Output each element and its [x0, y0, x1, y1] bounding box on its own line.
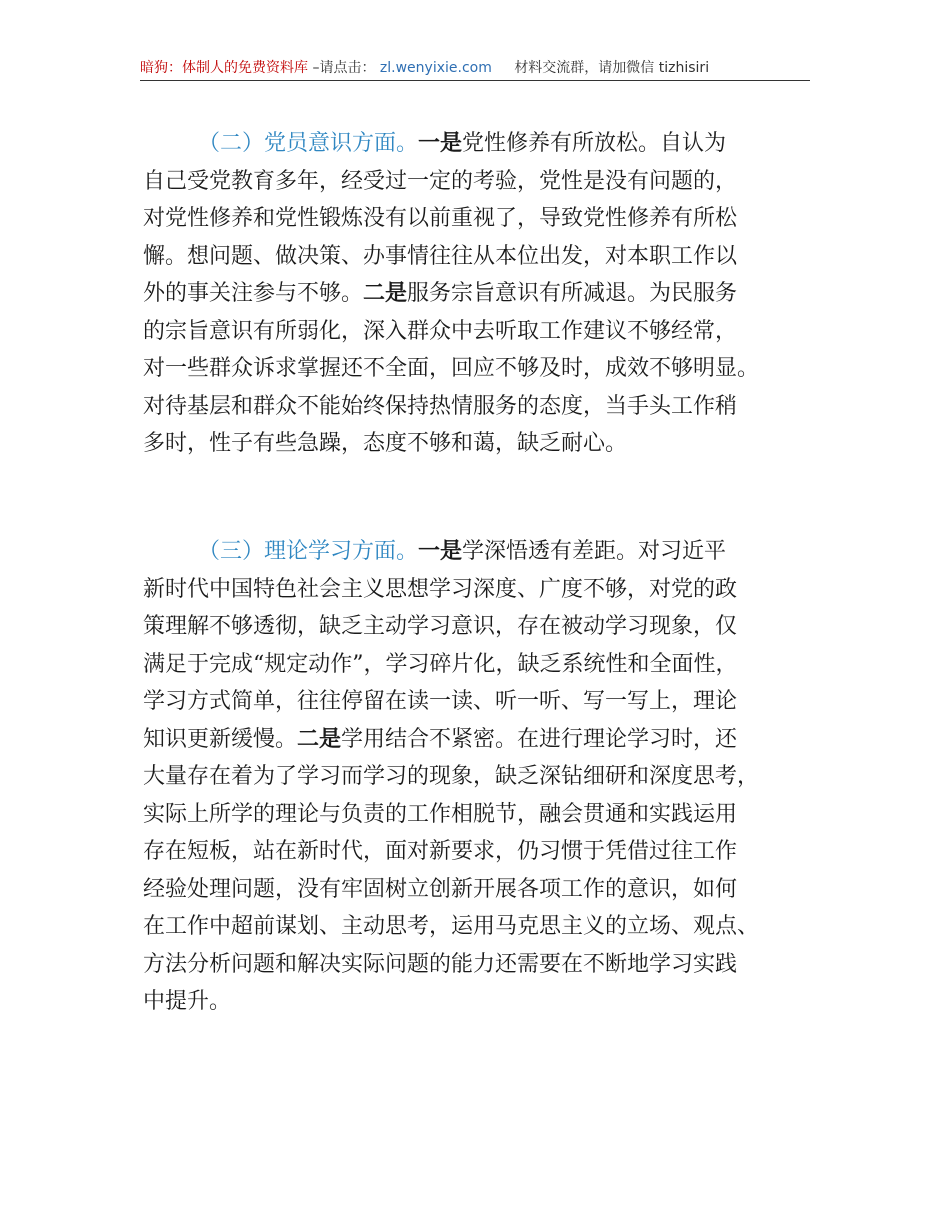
section-theory-study: [143, 533, 823, 1021]
text-line: 对待基层和群众不能始终保持热情服务的态度，当手头工作稍: [143, 393, 738, 419]
text-run: 党性修养有所放松。自认为: [462, 131, 727, 156]
text-run: 服务宗旨意识有所减退。为民服务: [407, 281, 738, 306]
header-link[interactable]: zl.wenyixie.com: [379, 60, 492, 76]
text-run: 学深悟透有差距。对习近平: [462, 539, 727, 564]
lead-label: 一是: [418, 538, 463, 564]
text-run: 学用结合不紧密。在进行理论学习时，还: [341, 726, 738, 752]
section-first-line: [143, 533, 823, 571]
text-line-mixed: [143, 275, 823, 313]
section-first-line: [143, 125, 823, 163]
text-line: 策理解不够透彻，缺乏主动学习意识，存在被动学习现象，仅: [143, 614, 738, 639]
page-header: [140, 58, 810, 81]
section-heading: （二）党员意识方面。: [198, 131, 419, 156]
text-line: 方法分析问题和解决实际问题的能力还需要在不断地学习实践: [143, 951, 738, 977]
text-line: 多时，性子有些急躁，态度不够和蔼，缺乏耐心。: [143, 431, 628, 456]
text-line: 自己受党教育多年，经受过一定的考验，党性是没有问题的，: [143, 168, 738, 194]
text-line: 对党性修养和党性锻炼没有以前重视了，导致党性修养有所松: [143, 206, 738, 231]
text-line: 学习方式简单，往往停留在读一读、听一听、写一写上，理论: [143, 689, 738, 714]
text-line: 在工作中超前谋划、主动思考，运用马克思主义的立场、观点、: [143, 914, 760, 939]
text-line-mixed: [143, 721, 823, 759]
lead-label: 二是: [297, 725, 342, 752]
text-line: 经验处理问题，没有牢固树立创新开展各项工作的意识，如何: [143, 876, 738, 902]
section-party-awareness: [143, 125, 823, 463]
text-run: 外的事关注参与不够。: [143, 281, 364, 306]
text-line: 实际上所学的理论与负责的工作相脱节，融会贯通和实践运用: [143, 801, 738, 827]
header-prompt: –请点击：: [312, 60, 376, 76]
text-line: 满足于完成“规定动作”，学习碎片化，缺乏系统性和全面性，: [143, 651, 738, 677]
lead-label: 一是: [418, 130, 463, 156]
text-line: 存在短板，站在新时代，面对新要求，仍习惯于凭借过往工作: [143, 839, 738, 864]
header-brand: 暗狗：体制人的免费资料库: [140, 60, 308, 76]
text-line: 中提升。: [143, 989, 232, 1014]
text-line: 大量存在着为了学习而学习的现象，缺乏深钻细研和深度思考，: [143, 764, 760, 789]
lead-label: 二是: [363, 280, 408, 306]
header-group-info: 材料交流群，请加微信 tizhisiri: [514, 60, 710, 76]
section-heading: （三）理论学习方面。: [198, 539, 419, 564]
text-run: 知识更新缓慢。: [143, 726, 298, 752]
text-line: 懈。想问题、做决策、办事情往往从本位出发，对本职工作以: [143, 243, 738, 269]
text-line: 新时代中国特色社会主义思想学习深度、广度不够，对党的政: [143, 576, 738, 602]
text-line: 的宗旨意识有所弱化，深入群众中去听取工作建议不够经常，: [143, 318, 738, 344]
text-line: 对一些群众诉求掌握还不全面，回应不够及时，成效不够明显。: [143, 356, 760, 381]
